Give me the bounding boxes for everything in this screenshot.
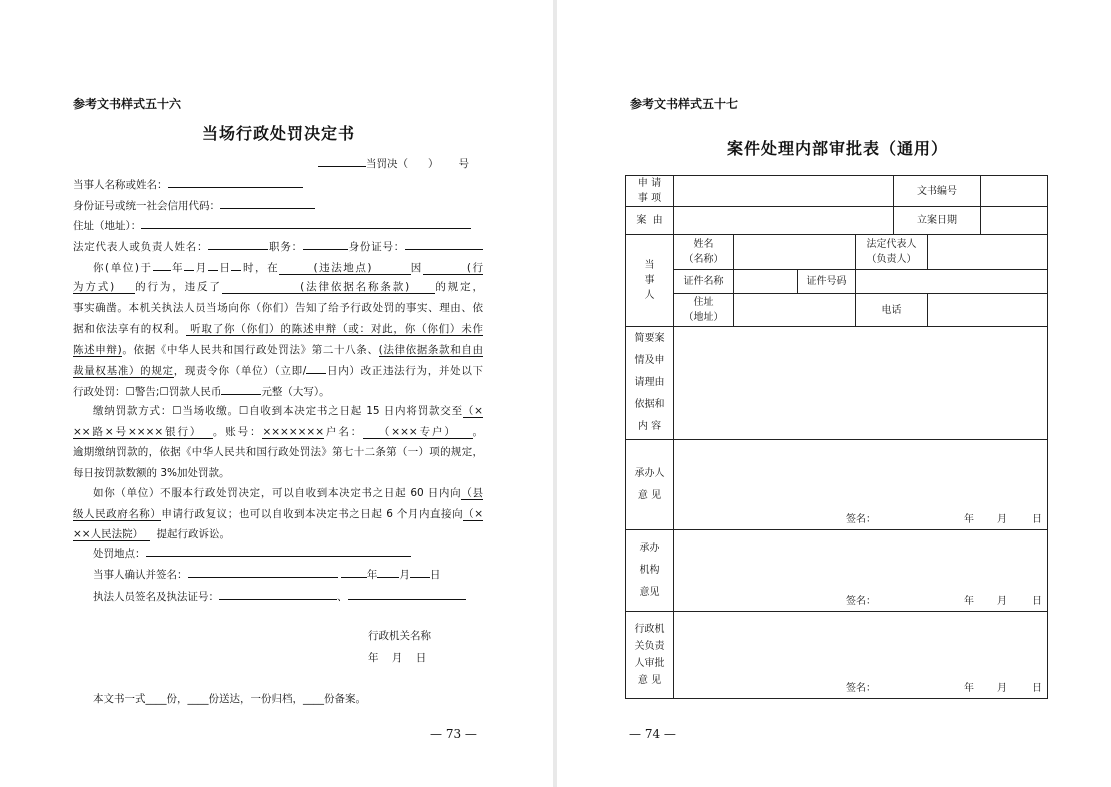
- text-line: [93, 589, 483, 604]
- text-line: [73, 363, 483, 378]
- text-segment: ，现责令你（单位）（立即/: [173, 365, 307, 377]
- underlined-text: 级人民政府名称）: [73, 508, 162, 520]
- sig-month: 月: [997, 514, 1007, 525]
- label-phone: 电话: [856, 294, 928, 327]
- text-segment: 职务：: [268, 241, 303, 253]
- text-line: [73, 322, 483, 336]
- label-brief: 简要案 情及申 请理由 依据和 内 容: [626, 327, 674, 440]
- form-style-label: 参考文书样式五十六: [73, 97, 182, 111]
- sig-day: 日: [1032, 683, 1042, 694]
- label-party: 当 事 人: [626, 235, 674, 327]
- text-segment: 住址（地址）：: [73, 220, 142, 232]
- application-item-field[interactable]: [674, 176, 894, 207]
- underlined-text: 陈述申辩): [73, 344, 122, 356]
- label-doc-no: 文书编号: [894, 176, 981, 207]
- underlined-text: (违法地点): [279, 262, 411, 274]
- text-segment: 缴纳罚款方式：☐当场收缴。☐自收到本决定书之日起 15 日内将罚款交至: [93, 405, 463, 417]
- text-segment: 当事人确认并签名：: [93, 569, 188, 581]
- text-line: [73, 425, 483, 439]
- fill-in-blank[interactable]: [208, 239, 268, 250]
- text-segment: 日内）改正违法行为，并处以下: [326, 365, 484, 377]
- text-segment: 因: [410, 262, 423, 274]
- text-segment: 的行为，违反了: [135, 281, 222, 293]
- id-type-field[interactable]: [734, 270, 798, 294]
- text-line: [93, 486, 483, 500]
- underlined-text: （×: [463, 508, 484, 520]
- text-segment: 年: [366, 569, 378, 581]
- text-segment: 年: [170, 262, 185, 274]
- filing-date-field[interactable]: [981, 207, 1048, 235]
- right-page: [557, 0, 1111, 787]
- text-segment: 月: [194, 262, 208, 274]
- label-dept: 承办 机构 意见: [626, 530, 674, 612]
- text-line: [73, 280, 483, 294]
- page-title: 当场行政处罚决定书: [202, 124, 356, 143]
- text-line: [73, 239, 483, 254]
- sig-sign: 签名：: [846, 683, 876, 694]
- underlined-text: 听取了你（你们）的陈述申辩（或：对此，你（你们）未作: [185, 323, 484, 335]
- page-number: — 74 —: [629, 727, 676, 741]
- fill-in-blank[interactable]: [231, 260, 241, 271]
- fill-in-blank[interactable]: [208, 260, 218, 271]
- sig-day: 日: [1032, 514, 1042, 525]
- text-segment: 身份证号或统一社会信用代码：: [73, 200, 220, 212]
- doc-number-line: [318, 156, 469, 171]
- label-application-item: 申 请 事 项: [626, 176, 674, 207]
- text-line: [73, 177, 483, 192]
- approval-table: [625, 175, 1048, 699]
- text-segment: 日: [217, 262, 232, 274]
- label-id-type: 证件名称: [674, 270, 734, 294]
- text-segment: 、: [337, 591, 348, 603]
- form-style-label: 参考文书样式五十七: [630, 97, 739, 111]
- label-head: 行政机 关负责 人审批 意 见: [626, 612, 674, 699]
- text-segment: 据和依法享有的权利。: [73, 323, 186, 335]
- label-address: 住址 （地址）: [674, 294, 734, 327]
- id-no-field[interactable]: [856, 270, 1048, 294]
- fill-in-blank[interactable]: [188, 567, 338, 578]
- sig-year: 年: [964, 683, 974, 694]
- text-line: [93, 567, 483, 582]
- text-segment: 当事人名称或姓名：: [73, 179, 168, 191]
- sig-month: 月: [997, 683, 1007, 694]
- text-segment: 逾期缴纳罚款的，依据《中华人民共和国行政处罚法》第七十二条第（一）项的规定，: [73, 446, 483, 458]
- page-number: — 73 —: [430, 727, 477, 741]
- text-segment: 每日按罚款数额的 3%加处罚款。: [73, 467, 230, 479]
- label-case-cause: 案 由: [626, 207, 674, 235]
- text-segment: 身份证号：: [347, 241, 406, 253]
- fill-in-blank[interactable]: [153, 260, 171, 271]
- text-segment: 如你（单位）不服本行政处罚决定，可以自收到本决定书之日起 60 日内向: [93, 487, 462, 499]
- text-segment: 提起行政诉讼。: [149, 528, 230, 540]
- fill-in-blank[interactable]: [141, 218, 471, 229]
- text-segment: 日: [429, 569, 441, 581]
- label-id-no: 证件号码: [798, 270, 856, 294]
- label-name: 姓名 （名称）: [674, 235, 734, 270]
- text-segment: 执法人员签名及执法证号：: [93, 591, 219, 603]
- text-line: [73, 198, 483, 213]
- text-segment: 时，在: [241, 262, 280, 274]
- text-line: [73, 445, 483, 459]
- handler-opinion-field[interactable]: [674, 440, 1048, 530]
- underlined-text: ××人民法院）: [73, 528, 150, 540]
- text-segment: 申请行政复议；也可以自收到本决定书之日起 6 个月内直接向: [161, 508, 464, 520]
- fill-in-blank[interactable]: [220, 198, 315, 209]
- case-cause-field[interactable]: [674, 207, 894, 235]
- date: 年 月 日: [368, 652, 427, 664]
- underlined-text: (法律依据名称条款): [221, 281, 436, 293]
- sig-month: 月: [997, 596, 1007, 607]
- underlined-text: （×××专户）: [363, 426, 473, 438]
- underlined-text: (法律依据条款和自由: [378, 344, 483, 356]
- text-line: [73, 301, 483, 315]
- phone-field[interactable]: [928, 294, 1048, 327]
- fill-in-blank[interactable]: [306, 363, 326, 374]
- text-segment: 你(单位)于: [93, 262, 153, 274]
- underlined-text: (行: [422, 262, 484, 274]
- underlined-text: ×××××××: [262, 426, 325, 438]
- legal-rep-field[interactable]: [928, 235, 1048, 270]
- text-line: [73, 527, 483, 541]
- copies-note: 本文书一式____份，____份送达，一份归档，____份备案。: [93, 693, 366, 705]
- text-line: [73, 466, 483, 480]
- underlined-text: （县: [461, 487, 484, 499]
- fill-in-blank[interactable]: [348, 589, 466, 600]
- text-segment: 。: [472, 426, 484, 438]
- doc-no-field[interactable]: [981, 176, 1048, 207]
- text-segment: 。账号：: [212, 426, 263, 438]
- text-segment: 户名：: [324, 426, 364, 438]
- text-segment: 元整（大写）。: [261, 386, 330, 398]
- brief-field[interactable]: [674, 327, 1048, 440]
- label-filing-date: 立案日期: [894, 207, 981, 235]
- label-handler: 承办人 意 见: [626, 440, 674, 530]
- agency-name: 行政机关名称: [368, 630, 431, 642]
- text-line: [93, 404, 483, 418]
- sig-year: 年: [964, 596, 974, 607]
- fill-in-blank[interactable]: [168, 177, 303, 188]
- fill-in-blank[interactable]: [146, 546, 411, 557]
- text-line: [93, 260, 483, 275]
- underlined-text: （×: [462, 405, 483, 417]
- sig-sign: 签名：: [846, 596, 876, 607]
- head-approval-field[interactable]: [674, 612, 1048, 699]
- text-segment: 月: [399, 569, 410, 581]
- text-segment: 。依据《中华人民共和国行政处罚法》第二十八条、: [121, 344, 379, 356]
- fill-in-blank[interactable]: [221, 384, 261, 395]
- text-line: [93, 546, 483, 561]
- sig-sign: 签名：: [846, 514, 876, 525]
- text-line: [73, 218, 483, 233]
- fill-in-blank[interactable]: [405, 239, 483, 250]
- label-legal-rep: 法定代表人 （负责人）: [856, 235, 928, 270]
- text-segment: 法定代表人或负责人姓名：: [73, 241, 209, 253]
- underlined-text: 为方式): [73, 281, 136, 293]
- fill-in-blank[interactable]: [219, 589, 337, 600]
- underlined-text: ××路×号××××银行）: [73, 426, 213, 438]
- dept-opinion-field[interactable]: [674, 530, 1048, 612]
- text-segment: 行政处罚：☐警告;☐罚款人民币: [73, 386, 222, 398]
- sig-year: 年: [964, 514, 974, 525]
- sig-day: 日: [1032, 596, 1042, 607]
- page-title: 案件处理内部审批表（通用）: [727, 139, 949, 158]
- text-line: [73, 384, 483, 399]
- fill-in-blank[interactable]: [410, 567, 430, 578]
- text-segment: 的规定，: [435, 281, 484, 293]
- fill-in-blank[interactable]: [303, 239, 348, 250]
- underlined-text: 裁量权基准）的规定: [73, 365, 174, 377]
- text-line: [73, 343, 483, 357]
- fill-in-blank[interactable]: [341, 567, 367, 578]
- address-field[interactable]: [734, 294, 856, 327]
- fill-in-blank[interactable]: [377, 567, 399, 578]
- text-segment: 事实确凿。本机关执法人员当场向你（你们）告知了给予行政处罚的事实、理由、依: [73, 302, 483, 314]
- doc-number: 当罚决（ ） 号: [366, 158, 470, 170]
- text-line: [73, 507, 483, 521]
- name-field[interactable]: [734, 235, 856, 270]
- text-segment: 处罚地点：: [93, 548, 146, 560]
- left-page: [0, 0, 553, 787]
- fill-in-blank[interactable]: [184, 260, 194, 271]
